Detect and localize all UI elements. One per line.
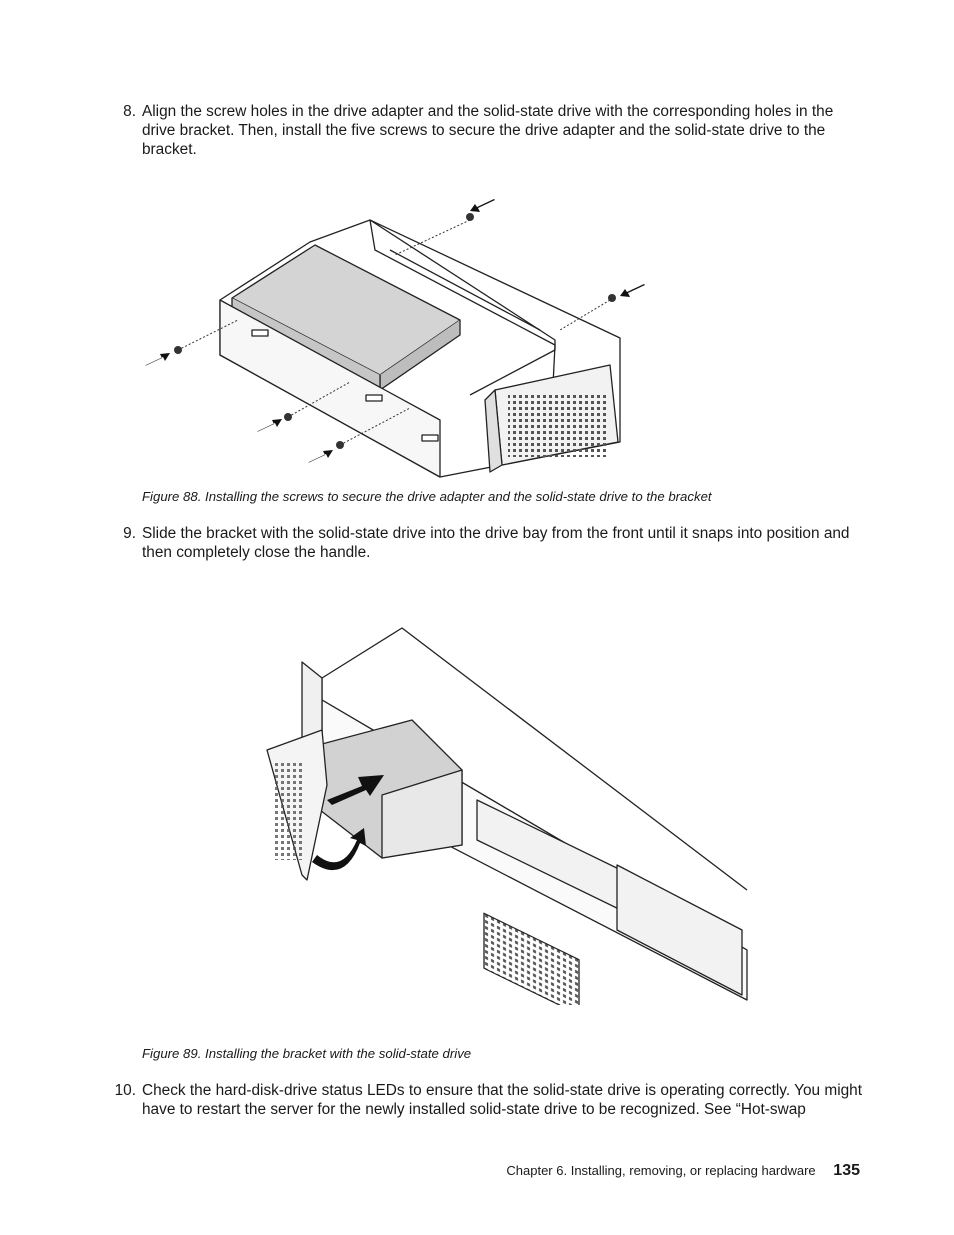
figure-88-illustration xyxy=(140,190,660,480)
footer-chapter: Chapter 6. Installing, removing, or replacing hardware xyxy=(506,1163,816,1178)
step-number: 8. xyxy=(123,103,136,120)
step-number: 9. xyxy=(123,525,136,542)
figure-89-caption: Figure 89. Installing the bracket with the solid-state drive xyxy=(142,1046,472,1061)
step-number: 10. xyxy=(114,1082,136,1099)
figure-88-caption: Figure 88. Installing the screws to secure the drive adapter and the solid-state drive to the bracket xyxy=(142,489,712,504)
step-text: Slide the bracket with the solid-state drive into the drive bay from the front until it snaps into position and then completely close the handle. xyxy=(142,525,850,561)
page-number: 135 xyxy=(833,1162,860,1179)
page-footer xyxy=(506,1162,860,1180)
step-text: Check the hard-disk-drive status LEDs to ensure that the solid-state drive is operating correctly. You might have to restart the server for the newly installed solid-state drive to be recognized. See “Hot-swap xyxy=(142,1082,863,1118)
figure-89-illustration xyxy=(262,600,752,1005)
step-text: Align the screw holes in the drive adapter and the solid-state drive with the corresponding holes in the drive bracket. Then, install the five screws to secure the drive adapter and the solid-state drive to the bracket. xyxy=(142,103,834,158)
